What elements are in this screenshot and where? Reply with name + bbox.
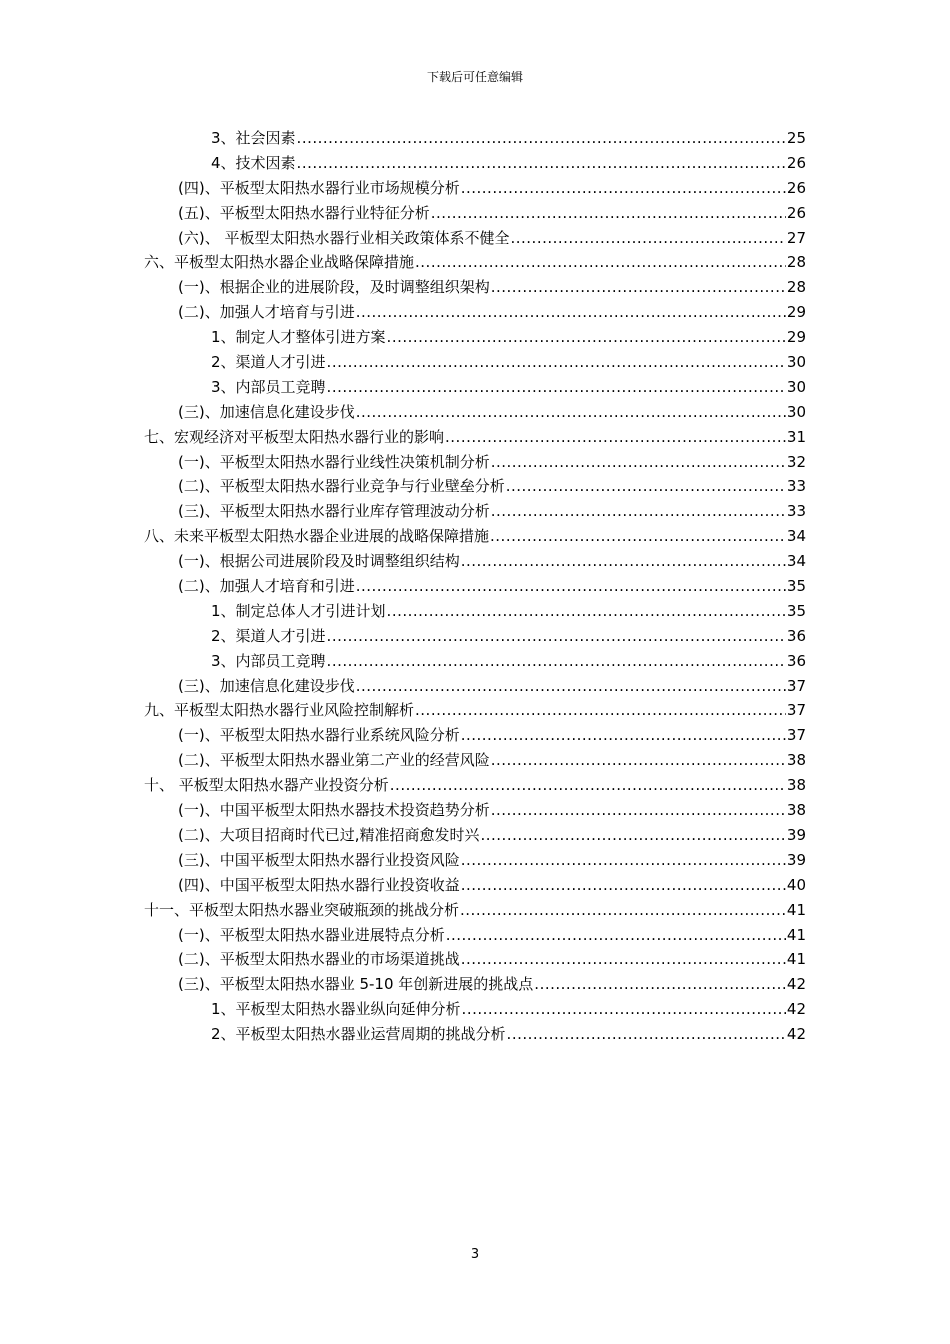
page-number: 3 — [470, 1247, 480, 1262]
toc-entry-page: 37 — [786, 726, 806, 745]
toc-entry-page: 41 — [786, 925, 806, 944]
toc-entry-title: 3、社会因素 — [211, 129, 296, 147]
toc-dot-leader — [297, 151, 786, 176]
table-of-contents — [144, 126, 806, 1047]
toc-entry-page: 35 — [786, 601, 806, 620]
toc-entry-title: 1、制定总体人才引进计划 — [211, 601, 386, 620]
toc-entry-page: 37 — [786, 676, 806, 695]
toc-dot-leader — [510, 226, 785, 251]
toc-entry-page: 31 — [786, 427, 806, 446]
toc-entry-title: (二)、平板型太阳热水器业的市场渠道挑战 — [178, 950, 460, 969]
toc-entry[interactable] — [144, 674, 806, 699]
toc-dot-leader — [461, 549, 786, 574]
toc-dot-leader — [461, 848, 786, 873]
toc-entry-title: (一)、平板型太阳热水器行业系统风险分析 — [178, 726, 460, 745]
toc-dot-leader — [297, 126, 786, 151]
toc-entry-page: 42 — [786, 1000, 806, 1019]
toc-entry-title: 1、平板型太阳热水器业纵向延伸分析 — [211, 1000, 461, 1019]
toc-entry-page: 42 — [786, 975, 806, 994]
toc-dot-leader — [356, 674, 786, 699]
toc-dot-leader — [490, 524, 786, 549]
toc-entry[interactable] — [144, 151, 806, 176]
toc-dot-leader — [387, 599, 786, 624]
toc-entry[interactable] — [144, 201, 806, 226]
toc-entry[interactable] — [144, 624, 806, 649]
toc-dot-leader — [461, 723, 786, 748]
toc-entry-title: (二)、平板型太阳热水器业第二产业的经营风险 — [178, 751, 490, 770]
toc-dot-leader — [445, 425, 786, 450]
toc-entry-title: (四)、平板型太阳热水器行业市场规模分析 — [178, 178, 460, 197]
toc-entry-title: (一)、平板型太阳热水器行业线性决策机制分析 — [178, 452, 490, 471]
toc-entry-page: 40 — [786, 875, 806, 894]
toc-entry[interactable] — [144, 474, 806, 499]
toc-entry-title: 3、内部员工竞聘 — [211, 651, 326, 670]
toc-entry-title: (三)、平板型太阳热水器行业库存管理波动分析 — [178, 502, 490, 521]
toc-entry[interactable] — [144, 250, 806, 275]
toc-entry-title: 七、宏观经济对平板型太阳热水器行业的影响 — [144, 427, 445, 446]
toc-dot-leader — [461, 873, 786, 898]
toc-dot-leader — [506, 474, 786, 499]
toc-entry[interactable] — [144, 923, 806, 948]
toc-dot-leader — [356, 574, 786, 599]
toc-entry-title: (一)、平板型太阳热水器业进展特点分析 — [178, 925, 445, 944]
toc-entry-page: 39 — [786, 850, 806, 869]
toc-entry[interactable] — [144, 972, 806, 997]
toc-entry[interactable] — [144, 798, 806, 823]
toc-entry-title: (二)、加强人才培育和引进 — [178, 577, 355, 596]
toc-dot-leader — [507, 1022, 786, 1047]
toc-entry-page: 32 — [786, 452, 806, 471]
toc-entry-page: 38 — [786, 776, 806, 795]
toc-dot-leader — [461, 947, 786, 972]
toc-entry-title: (一)、根据公司进展阶段及时调整组织结构 — [178, 552, 460, 571]
toc-dot-leader — [431, 201, 786, 226]
toc-entry-title: 3、内部员工竞聘 — [211, 377, 326, 396]
toc-entry[interactable] — [144, 599, 806, 624]
toc-dot-leader — [390, 773, 786, 798]
toc-entry[interactable] — [144, 549, 806, 574]
toc-entry[interactable] — [144, 450, 806, 475]
toc-entry-title: (六)、 平板型太阳热水器行业相关政策体系不健全 — [178, 228, 510, 247]
toc-entry-page: 36 — [786, 651, 806, 670]
toc-dot-leader — [446, 923, 786, 948]
toc-entry[interactable] — [144, 574, 806, 599]
toc-entry-title: (一)、根据企业的进展阶段，及时调整组织架构 — [178, 278, 490, 297]
toc-entry-title: (三)、平板型太阳热水器业 5-10 年创新进展的挑战点 — [178, 975, 534, 994]
toc-entry-title: (二)、大项目招商时代已过,精准招商愈发时兴 — [178, 825, 480, 844]
toc-entry-page: 41 — [786, 950, 806, 969]
toc-entry-title: 4、技术因素 — [211, 153, 296, 172]
toc-dot-leader — [327, 649, 786, 674]
toc-entry-page: 30 — [786, 353, 806, 372]
toc-entry-page: 30 — [786, 377, 806, 396]
toc-entry-page: 42 — [786, 1025, 806, 1044]
toc-entry-page: 33 — [786, 477, 806, 496]
toc-entry-page: 29 — [786, 328, 806, 347]
toc-entry-title: 九、平板型太阳热水器行业风险控制解析 — [144, 701, 415, 720]
toc-entry-title: (二)、平板型太阳热水器行业竞争与行业壁垒分析 — [178, 477, 505, 496]
toc-entry-title: (三)、加速信息化建设步伐 — [178, 402, 355, 421]
toc-entry-title: 2、平板型太阳热水器业运营周期的挑战分析 — [211, 1025, 506, 1044]
toc-entry[interactable] — [144, 425, 806, 450]
toc-entry-page: 39 — [786, 825, 806, 844]
toc-entry[interactable] — [144, 823, 806, 848]
toc-entry[interactable] — [144, 126, 806, 151]
toc-dot-leader — [491, 748, 786, 773]
toc-entry-page: 25 — [786, 129, 806, 147]
toc-entry-page: 34 — [786, 552, 806, 571]
toc-dot-leader — [491, 450, 786, 475]
toc-entry-page: 28 — [786, 253, 806, 272]
toc-entry[interactable] — [144, 723, 806, 748]
toc-entry[interactable] — [144, 748, 806, 773]
toc-dot-leader — [327, 375, 786, 400]
toc-entry-page: 34 — [786, 527, 806, 546]
toc-dot-leader — [460, 898, 786, 923]
toc-entry-page: 26 — [786, 178, 806, 197]
toc-entry-page: 26 — [786, 203, 806, 222]
toc-entry[interactable] — [144, 226, 806, 251]
toc-dot-leader — [415, 698, 786, 723]
toc-entry-page: 26 — [786, 153, 806, 172]
toc-entry[interactable] — [144, 773, 806, 798]
toc-entry-title: 2、渠道人才引进 — [211, 626, 326, 645]
toc-dot-leader — [491, 275, 786, 300]
toc-entry[interactable] — [144, 499, 806, 524]
toc-entry[interactable] — [144, 1022, 806, 1047]
toc-entry-title: 八、未来平板型太阳热水器企业进展的战略保障措施 — [144, 527, 490, 546]
toc-entry-title: 十一、平板型太阳热水器业突破瓶颈的挑战分析 — [144, 900, 460, 919]
toc-entry[interactable] — [144, 997, 806, 1022]
toc-dot-leader — [480, 823, 785, 848]
toc-dot-leader — [327, 624, 786, 649]
toc-entry[interactable] — [144, 898, 806, 923]
toc-entry-page: 29 — [786, 303, 806, 322]
toc-entry[interactable] — [144, 350, 806, 375]
toc-entry[interactable] — [144, 300, 806, 325]
toc-entry-title: 1、制定人才整体引进方案 — [211, 328, 386, 347]
toc-entry-title: 六、平板型太阳热水器企业战略保障措施 — [144, 253, 415, 272]
toc-dot-leader — [461, 176, 786, 201]
toc-dot-leader — [387, 325, 786, 350]
toc-entry[interactable] — [144, 524, 806, 549]
toc-entry-title: (二)、加强人才培育与引进 — [178, 303, 355, 322]
toc-dot-leader — [491, 499, 786, 524]
toc-entry[interactable] — [144, 176, 806, 201]
toc-entry-title: (三)、加速信息化建设步伐 — [178, 676, 355, 695]
toc-dot-leader — [356, 300, 786, 325]
toc-dot-leader — [356, 400, 786, 425]
toc-entry-page: 36 — [786, 626, 806, 645]
toc-entry-page: 35 — [786, 577, 806, 596]
toc-entry-page: 28 — [786, 278, 806, 297]
toc-dot-leader — [327, 350, 786, 375]
toc-dot-leader — [462, 997, 786, 1022]
toc-entry-page: 30 — [786, 402, 806, 421]
toc-entry[interactable] — [144, 649, 806, 674]
page-header: 下载后可任意编辑 — [426, 70, 523, 84]
toc-entry-page: 38 — [786, 801, 806, 820]
toc-entry-title: (三)、中国平板型太阳热水器行业投资风险 — [178, 850, 460, 869]
toc-entry-page: 38 — [786, 751, 806, 770]
toc-entry[interactable] — [144, 375, 806, 400]
toc-entry[interactable] — [144, 947, 806, 972]
toc-entry-title: (一)、中国平板型太阳热水器技术投资趋势分析 — [178, 801, 490, 820]
toc-entry-page: 27 — [786, 228, 806, 247]
toc-entry[interactable] — [144, 873, 806, 898]
toc-entry[interactable] — [144, 400, 806, 425]
toc-entry-title: 2、渠道人才引进 — [211, 353, 326, 372]
toc-entry[interactable] — [144, 848, 806, 873]
toc-entry[interactable] — [144, 325, 806, 350]
toc-dot-leader — [415, 250, 786, 275]
toc-entry-page: 37 — [786, 701, 806, 720]
toc-entry-page: 41 — [786, 900, 806, 919]
toc-dot-leader — [534, 972, 786, 997]
toc-entry-title: (五)、平板型太阳热水器行业特征分析 — [178, 203, 430, 222]
toc-entry-title: 十、 平板型太阳热水器产业投资分析 — [144, 776, 389, 795]
toc-entry[interactable] — [144, 275, 806, 300]
toc-entry[interactable] — [144, 698, 806, 723]
toc-entry-title: (四)、中国平板型太阳热水器行业投资收益 — [178, 875, 460, 894]
toc-entry-page: 33 — [786, 502, 806, 521]
toc-dot-leader — [491, 798, 786, 823]
